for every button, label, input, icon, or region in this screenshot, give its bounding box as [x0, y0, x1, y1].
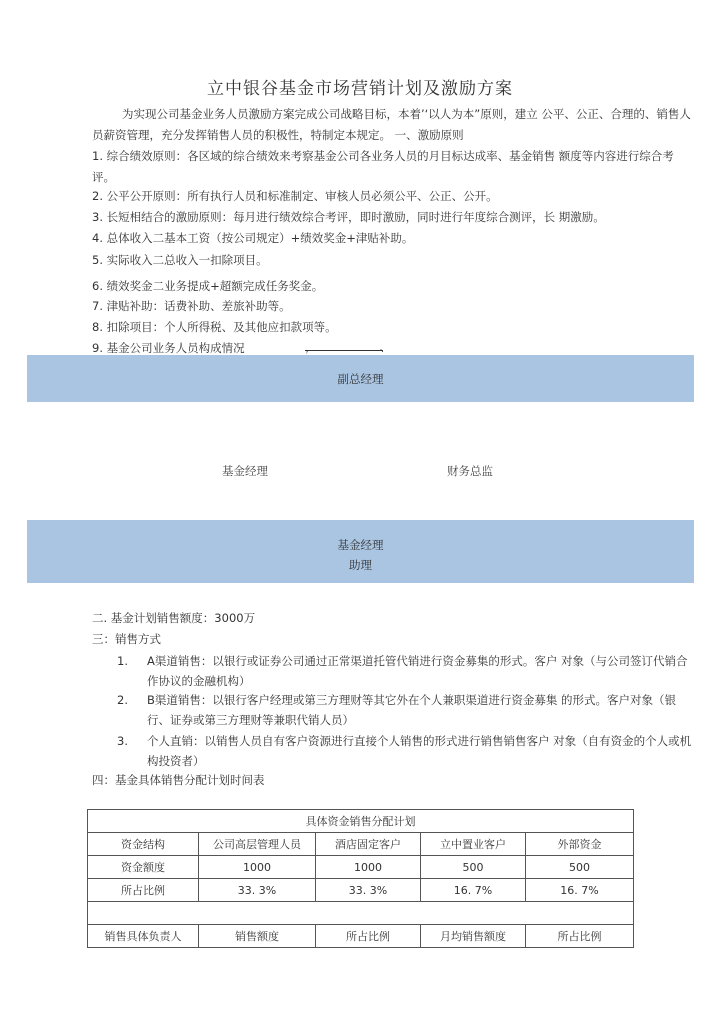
table-footer-cell: 月均销售额度 [421, 925, 526, 948]
principle-number: 9 [92, 341, 100, 355]
table-header-cell: 资金结构 [88, 833, 199, 856]
org-deputy-gm: 副总经理 [337, 372, 384, 386]
method-text: B渠道销售：以银行客户经理或第三方理财等其它外在个人兼职渠道进行资金募集 的形式。客户对象（银行、证券或第三方理财等兼职代销人员） [147, 693, 677, 727]
principle-text: . 长短相结合的激励原则：每月进行绩效综合考评，即时激励，同时进行年度综合测评，长 期激励。 [99, 210, 605, 224]
org-finance-director: 财务总监 [447, 464, 493, 478]
method-number: 2. [117, 693, 128, 707]
principle-4 [92, 230, 413, 246]
table-footer-cell: 销售额度 [199, 925, 316, 948]
principle-text: . 总体收入二基本工资（按公司规定）+绩效奖金+津贴补助。 [99, 231, 414, 245]
table-header-row [88, 833, 634, 856]
table-cell: 1000 [316, 856, 421, 879]
org-assistant: 助理 [349, 558, 372, 572]
table-row [88, 879, 634, 902]
table-footer-cell: 所占比例 [316, 925, 421, 948]
table-blank-cell [88, 902, 634, 925]
principle-5 [92, 252, 268, 268]
principle-number: 3 [92, 210, 100, 224]
table-cell: 16. 7% [526, 879, 634, 902]
table-cell: 资金额度 [88, 856, 199, 879]
table-footer-row [88, 925, 634, 948]
table-cell: 1000 [199, 856, 316, 879]
principle-number: 4 [92, 231, 100, 245]
section-2: 二. 基金计划销售额度：3000万 [92, 611, 256, 625]
table-header-cell: 公司高层管理人员 [199, 833, 316, 856]
method-text: 个人直销：以销售人员自有客户资源进行直接个人销售的形式进行销售销售客户 对象（自有资金的个人或机构投资者） [147, 734, 692, 768]
document-title: 立中银谷基金市场营销计划及激励方案 [207, 79, 513, 99]
intro-paragraph: 为实现公司基金业务人员激励方案完成公司战略目标，本着’‘以人为本”原则，建立 公平、公正、合理的、销售人员薪资管理，充分发挥销售人员的积极性，特制定本规定。 一、激励原则 [92, 107, 691, 142]
org-band-top [27, 355, 694, 402]
principle-number: 5 [92, 253, 100, 267]
table-cell: 16. 7% [421, 879, 526, 902]
table-cell: 500 [526, 856, 634, 879]
table-footer-cell: 所占比例 [526, 925, 634, 948]
principle-9 [92, 340, 245, 356]
principle-2 [92, 188, 498, 204]
principle-9-blank: ， 、 [305, 340, 392, 354]
section-4: 四：基金具体销售分配计划时间表 [92, 773, 265, 787]
principle-number: 1 [92, 149, 100, 163]
org-band-bottom [27, 520, 694, 583]
principle-8 [92, 319, 337, 335]
principle-number: 2 [92, 189, 100, 203]
principle-number: 7 [92, 299, 100, 313]
table-row [88, 856, 634, 879]
table-header-cell: 立中置业客户 [421, 833, 526, 856]
org-fund-manager-2: 基金经理 [337, 538, 384, 552]
principle-7 [92, 298, 291, 314]
table-cell: 500 [421, 856, 526, 879]
sales-plan-table [87, 809, 634, 948]
principle-3 [92, 209, 605, 225]
table-cell: 33. 3% [199, 879, 316, 902]
principle-number: 6 [92, 279, 100, 293]
principle-text: . 公平公开原则：所有执行人员和标准制定、审核人员必须公平、公正、公开。 [99, 189, 498, 203]
principle-text: . 实际收入二总收入一扣除项目。 [99, 253, 268, 267]
principle-text: . 扣除项目：个人所得税、及其他应扣款项等。 [99, 320, 337, 334]
section-3: 三：销售方式 [92, 632, 161, 646]
method-number: 1. [117, 654, 128, 668]
principle-text: . 基金公司业务人员构成情况 [99, 341, 245, 355]
table-header-cell: 外部资金 [526, 833, 634, 856]
principle-number: 8 [92, 320, 100, 334]
method-2 [117, 690, 694, 730]
principle-text: . 津贴补助：话费补助、差旅补助等。 [99, 299, 291, 313]
table-footer-cell: 销售具体负责人 [88, 925, 199, 948]
table-caption-row [88, 810, 634, 833]
table-blank-row [88, 902, 634, 925]
principle-text: . 绩效奖金二业务提成+超额完成任务奖金。 [99, 279, 324, 293]
principle-6 [92, 278, 323, 294]
table-cell: 33. 3% [316, 879, 421, 902]
table-header-cell: 酒店固定客户 [316, 833, 421, 856]
principle-text: . 综合绩效原则：各区域的综合绩效来考察基金公司各业务人员的月目标达成率、基金销售 额度等内容进行综合考评。 [92, 149, 674, 184]
method-3 [117, 731, 694, 771]
table-caption: 具体资金销售分配计划 [88, 810, 634, 833]
principle-1 [92, 146, 696, 188]
method-1 [117, 651, 694, 691]
method-text: A渠道销售：以银行或证券公司通过正常渠道托管代销进行资金募集的形式。客户 对象（与公司签订代销合作协议的金融机构） [147, 654, 688, 688]
org-fund-manager: 基金经理 [222, 464, 268, 478]
method-number: 3. [117, 734, 128, 748]
table-cell: 所占比例 [88, 879, 199, 902]
